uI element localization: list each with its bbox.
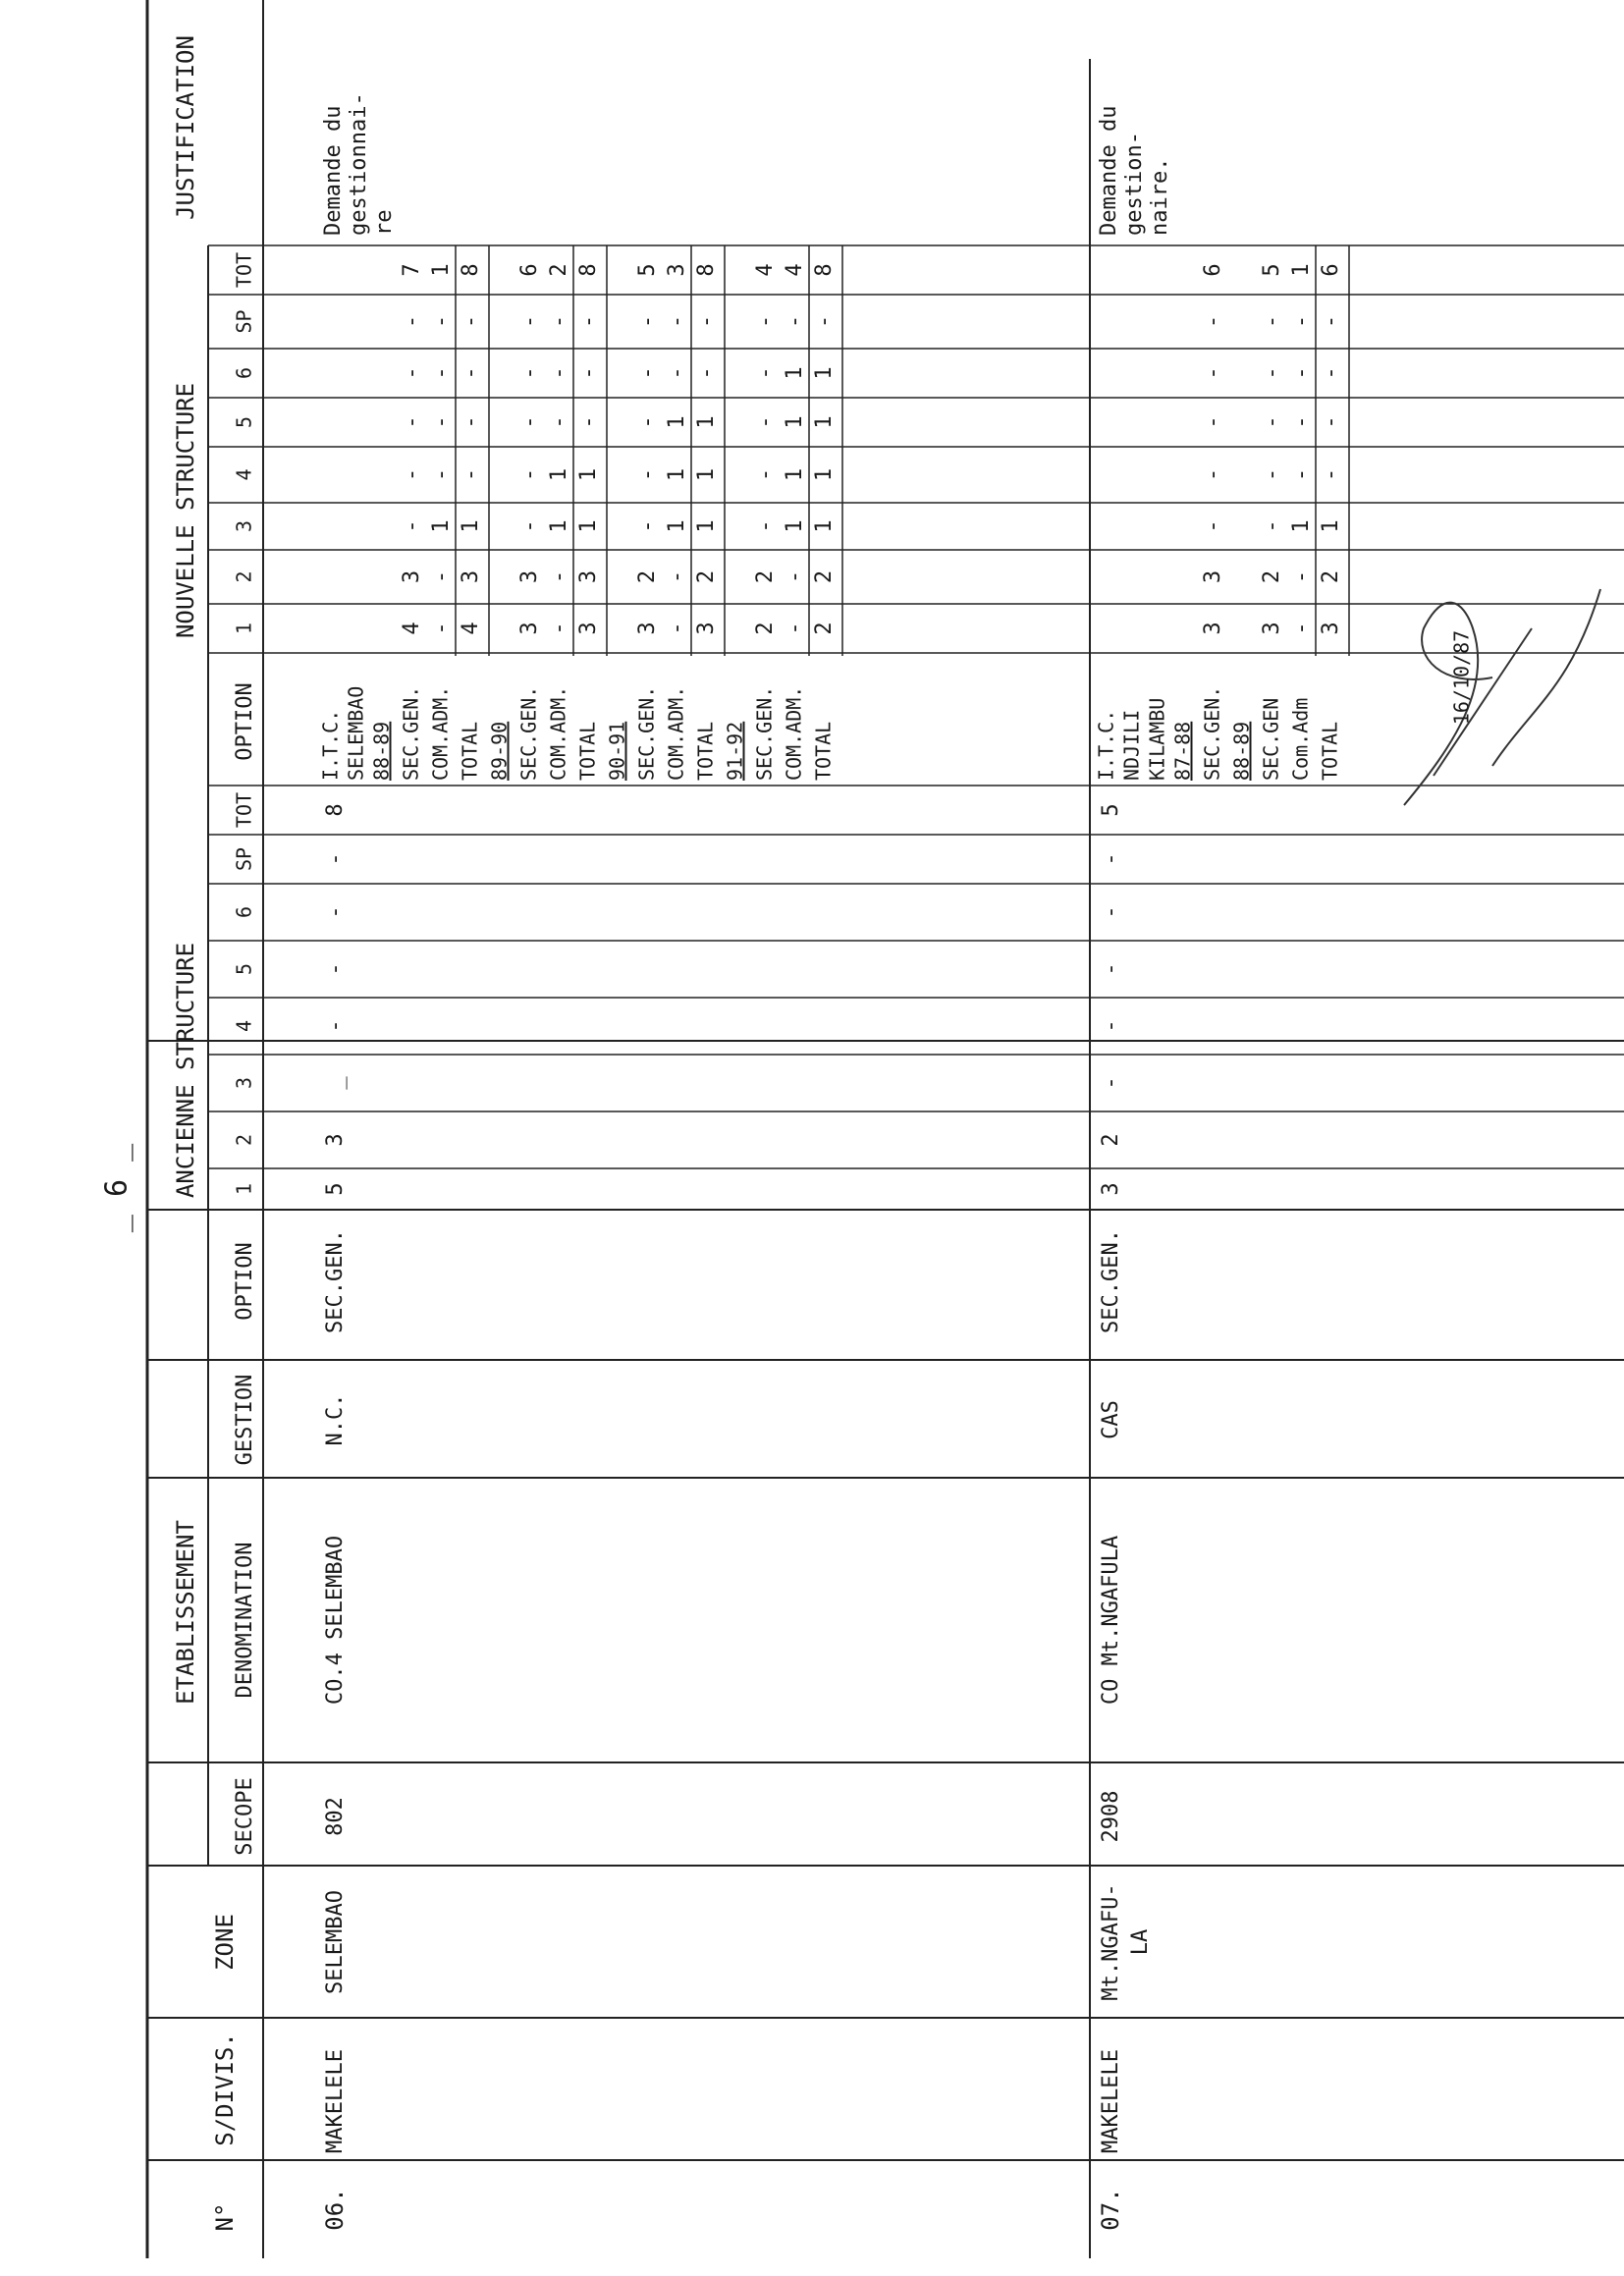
header-ancienne-structure: ANCIENNE STRUCTURE xyxy=(172,942,199,1199)
nouvelle-option-line: 87-88 xyxy=(1170,721,1195,781)
nouvelle-value: 2 xyxy=(694,569,719,584)
nouvelle-value: - xyxy=(1260,519,1284,533)
nouvelle-value: - xyxy=(635,314,660,329)
ancienne-option: SEC.GEN. xyxy=(1099,1229,1123,1333)
nouvelle-value: - xyxy=(1201,519,1225,533)
nouvelle-value: 1 xyxy=(783,415,807,429)
nouvelle-value: 2 xyxy=(753,622,778,635)
school-number: 06. xyxy=(321,2188,349,2231)
header-ancienne-option: OPTION xyxy=(233,1242,257,1321)
nouvelle-value: - xyxy=(576,366,601,380)
nouvelle-value: 3 xyxy=(1201,622,1225,635)
header-nouvelle-option: OPTION xyxy=(233,682,257,761)
header-nouvelle-col: 1 xyxy=(232,622,256,635)
header-ancienne-col: 2 xyxy=(232,1133,256,1147)
nouvelle-value: - xyxy=(576,415,601,429)
nouvelle-value: - xyxy=(1201,467,1225,482)
nouvelle-value: 6 xyxy=(1201,263,1225,277)
nouvelle-value: - xyxy=(753,314,778,329)
nouvelle-value: 1 xyxy=(547,467,571,482)
school-secope: 2908 xyxy=(1099,1790,1123,1843)
justification-text: gestionnai- xyxy=(347,92,371,236)
nouvelle-option-line: TOTAL xyxy=(811,721,836,781)
nouvelle-option-line: TOTAL xyxy=(693,721,718,781)
nouvelle-value: - xyxy=(783,622,807,635)
nouvelle-value: - xyxy=(429,569,454,584)
nouvelle-value: 6 xyxy=(517,263,542,277)
nouvelle-value: 1 xyxy=(1319,519,1343,533)
header-ancienne-col: 6 xyxy=(232,905,256,919)
nouvelle-value: - xyxy=(783,314,807,329)
nouvelle-value: - xyxy=(517,314,542,329)
ancienne-option: SEC.GEN. xyxy=(323,1229,348,1333)
nouvelle-value: 4 xyxy=(400,622,424,635)
header-nouvelle-col: SP xyxy=(232,309,256,334)
nouvelle-value: 2 xyxy=(812,622,837,635)
header-nouvelle-structure: NOUVELLE STRUCTURE xyxy=(172,382,199,639)
nouvelle-value: 8 xyxy=(812,263,837,277)
nouvelle-value: - xyxy=(1201,415,1225,429)
nouvelle-value: - xyxy=(1289,622,1314,635)
nouvelle-value: - xyxy=(753,519,778,533)
nouvelle-value: 5 xyxy=(635,263,660,277)
nouvelle-value: - xyxy=(1289,314,1314,329)
ancienne-value: - xyxy=(1099,905,1123,919)
nouvelle-value: 3 xyxy=(459,569,483,584)
nouvelle-value: 1 xyxy=(783,467,807,482)
nouvelle-option-line: COM.ADM. xyxy=(664,685,688,781)
header-ancienne-col: TOT xyxy=(232,791,256,829)
nouvelle-value: - xyxy=(459,467,483,482)
header-nouvelle-col: TOT xyxy=(232,251,256,289)
school-secope: 802 xyxy=(323,1797,348,1836)
nouvelle-value: 2 xyxy=(812,569,837,584)
header-ancienne-col: SP xyxy=(232,846,256,872)
nouvelle-option-line: SEC.GEN. xyxy=(399,685,423,781)
nouvelle-option-line: 88-89 xyxy=(1229,721,1254,781)
header-no: N° xyxy=(211,2202,239,2232)
nouvelle-option-line: SEC.GEN. xyxy=(634,685,659,781)
nouvelle-value: - xyxy=(429,314,454,329)
nouvelle-value: 1 xyxy=(665,415,689,429)
signature-stamp xyxy=(1404,589,1600,805)
nouvelle-option-line: COM.ADM. xyxy=(782,685,806,781)
nouvelle-value: 1 xyxy=(576,467,601,482)
header-nouvelle-col: 2 xyxy=(232,570,256,583)
header-ancienne-col: 4 xyxy=(232,1019,256,1033)
nouvelle-value: - xyxy=(753,415,778,429)
nouvelle-value: 4 xyxy=(783,263,807,277)
ancienne-value: 2 xyxy=(1099,1133,1123,1147)
ancienne-value: - xyxy=(323,905,348,919)
ancienne-value: 5 xyxy=(1099,803,1123,817)
nouvelle-value: - xyxy=(1289,366,1314,380)
header-ancienne-col: 3 xyxy=(232,1076,256,1090)
nouvelle-value: - xyxy=(1289,569,1314,584)
nouvelle-value: 1 xyxy=(429,519,454,533)
nouvelle-value: 1 xyxy=(812,519,837,533)
nouvelle-value: - xyxy=(1201,366,1225,380)
nouvelle-value: 1 xyxy=(665,519,689,533)
nouvelle-value: - xyxy=(1289,415,1314,429)
nouvelle-value: 1 xyxy=(429,263,454,277)
nouvelle-value: - xyxy=(1260,467,1284,482)
justification-text: Demande du xyxy=(321,105,346,236)
nouvelle-value: 8 xyxy=(576,263,601,277)
school-gestion: CAS xyxy=(1099,1400,1123,1439)
nouvelle-value: - xyxy=(400,366,424,380)
nouvelle-value: 7 xyxy=(400,263,424,277)
nouvelle-option-line: COM.ADM. xyxy=(428,685,453,781)
nouvelle-value: 2 xyxy=(635,569,660,584)
nouvelle-value: 3 xyxy=(694,622,719,635)
nouvelle-value: 3 xyxy=(400,569,424,584)
nouvelle-value: - xyxy=(1260,366,1284,380)
nouvelle-option-line: Com.Adm xyxy=(1288,697,1313,781)
justification-text: naire. xyxy=(1148,157,1172,236)
nouvelle-value: - xyxy=(1319,366,1343,380)
header-denomination: DENOMINATION xyxy=(233,1542,257,1699)
nouvelle-value: - xyxy=(1319,467,1343,482)
nouvelle-value: 3 xyxy=(576,569,601,584)
ancienne-value: 5 xyxy=(323,1182,348,1196)
ancienne-value: - xyxy=(1099,852,1123,866)
nouvelle-value: 1 xyxy=(812,467,837,482)
ancienne-value: - xyxy=(323,1019,348,1033)
header-ancienne-col: 1 xyxy=(232,1182,256,1196)
nouvelle-value: - xyxy=(694,366,719,380)
justification-text: Demande du xyxy=(1097,105,1121,236)
nouvelle-value: - xyxy=(665,366,689,380)
header-nouvelle-col: 6 xyxy=(232,366,256,380)
header-nouvelle-col: 3 xyxy=(232,519,256,533)
nouvelle-option-line: I.T.C. xyxy=(318,709,343,781)
nouvelle-value: 3 xyxy=(517,569,542,584)
nouvelle-value: - xyxy=(1201,314,1225,329)
nouvelle-value: 2 xyxy=(547,263,571,277)
nouvelle-option-line: SEC.GEN. xyxy=(752,685,777,781)
school-sdivis: MAKELELE xyxy=(323,2049,348,2153)
nouvelle-option-line: SELEMBAO xyxy=(344,685,368,781)
nouvelle-value: - xyxy=(517,415,542,429)
page-number: _ 6 _ xyxy=(99,1143,135,1233)
nouvelle-value: 8 xyxy=(459,263,483,277)
nouvelle-value: 1 xyxy=(459,519,483,533)
stamp-date: 16/10/87 xyxy=(1449,629,1474,726)
nouvelle-value: - xyxy=(1260,415,1284,429)
nouvelle-value: - xyxy=(753,366,778,380)
nouvelle-option-line: I.T.C. xyxy=(1094,709,1118,781)
nouvelle-value: - xyxy=(547,415,571,429)
nouvelle-value: - xyxy=(1319,415,1343,429)
nouvelle-value: - xyxy=(459,366,483,380)
nouvelle-value: - xyxy=(812,314,837,329)
ancienne-value: - xyxy=(1099,962,1123,976)
nouvelle-option-line: TOTAL xyxy=(575,721,600,781)
nouvelle-value: 1 xyxy=(694,519,719,533)
justification-text: re xyxy=(372,209,397,236)
header-gestion: GESTION xyxy=(233,1374,257,1466)
nouvelle-option-line: COM.ADM. xyxy=(546,685,570,781)
ancienne-value: 3 xyxy=(1099,1182,1123,1196)
nouvelle-value: 3 xyxy=(635,622,660,635)
nouvelle-option-line: SEC.GEN. xyxy=(1200,685,1224,781)
nouvelle-value: - xyxy=(694,314,719,329)
justification-text: gestion- xyxy=(1122,132,1147,236)
nouvelle-value: - xyxy=(665,569,689,584)
nouvelle-value: 3 xyxy=(665,263,689,277)
nouvelle-value: - xyxy=(517,366,542,380)
nouvelle-value: 3 xyxy=(1260,622,1284,635)
nouvelle-option-line: KILAMBU xyxy=(1145,697,1169,781)
nouvelle-value: - xyxy=(1260,314,1284,329)
header-secope: SECOPE xyxy=(233,1777,257,1856)
nouvelle-value: - xyxy=(547,366,571,380)
nouvelle-value: - xyxy=(783,569,807,584)
nouvelle-value: 1 xyxy=(694,415,719,429)
ancienne-value: - xyxy=(323,962,348,976)
nouvelle-value: 2 xyxy=(1319,569,1343,584)
school-gestion: N.C. xyxy=(323,1393,348,1446)
header-justification: JUSTIFICATION xyxy=(172,35,199,220)
nouvelle-value: - xyxy=(665,314,689,329)
nouvelle-value: 1 xyxy=(576,519,601,533)
nouvelle-value: - xyxy=(547,569,571,584)
nouvelle-value: 6 xyxy=(1319,263,1343,277)
nouvelle-value: - xyxy=(459,314,483,329)
nouvelle-option-line: SEC.GEN. xyxy=(516,685,541,781)
nouvelle-value: 3 xyxy=(1319,622,1343,635)
nouvelle-value: - xyxy=(635,415,660,429)
header-ancienne-col: 5 xyxy=(232,962,256,976)
nouvelle-option-line: TOTAL xyxy=(1318,721,1342,781)
school-zone: SELEMBAO xyxy=(323,1890,348,1994)
header-etablissement: ETABLISSEMENT xyxy=(172,1520,199,1705)
nouvelle-value: 1 xyxy=(547,519,571,533)
nouvelle-value: 3 xyxy=(1201,569,1225,584)
ancienne-value: - xyxy=(323,852,348,866)
nouvelle-value: - xyxy=(1289,467,1314,482)
nouvelle-value: 1 xyxy=(812,366,837,380)
nouvelle-value: - xyxy=(635,467,660,482)
nouvelle-value: - xyxy=(517,467,542,482)
nouvelle-value: 1 xyxy=(1289,519,1314,533)
nouvelle-value: - xyxy=(1319,314,1343,329)
school-denomination: CO.4 SELEMBAO xyxy=(323,1535,348,1706)
nouvelle-value: - xyxy=(429,366,454,380)
header-nouvelle-col: 5 xyxy=(232,415,256,429)
nouvelle-value: - xyxy=(635,519,660,533)
school-number: 07. xyxy=(1097,2188,1124,2231)
nouvelle-value: 2 xyxy=(753,569,778,584)
nouvelle-value: 3 xyxy=(517,622,542,635)
nouvelle-value: - xyxy=(517,519,542,533)
school-zone: Mt.NGAFU- xyxy=(1099,1883,1123,2001)
nouvelle-value: - xyxy=(429,415,454,429)
nouvelle-value: - xyxy=(429,622,454,635)
school-zone: LA xyxy=(1128,1928,1153,1956)
nouvelle-value: 3 xyxy=(576,622,601,635)
nouvelle-option-line: 90-91 xyxy=(605,721,629,781)
nouvelle-value: 1 xyxy=(783,366,807,380)
nouvelle-value: 1 xyxy=(665,467,689,482)
nouvelle-value: - xyxy=(547,622,571,635)
nouvelle-option-line: 88-89 xyxy=(369,721,394,781)
nouvelle-value: - xyxy=(576,314,601,329)
school-denomination: CO Mt.NGAFULA xyxy=(1099,1535,1123,1706)
nouvelle-option-line: 89-90 xyxy=(487,721,512,781)
school-sdivis: MAKELELE xyxy=(1099,2049,1123,2153)
nouvelle-value: 5 xyxy=(1260,263,1284,277)
nouvelle-value: 8 xyxy=(694,263,719,277)
nouvelle-value: - xyxy=(429,467,454,482)
header-zone: ZONE xyxy=(211,1914,239,1971)
nouvelle-value: 4 xyxy=(753,263,778,277)
nouvelle-option-line: SEC.GEN xyxy=(1259,697,1283,781)
nouvelle-value: - xyxy=(753,467,778,482)
ancienne-value: 3 xyxy=(323,1133,348,1147)
nouvelle-value: 2 xyxy=(1260,569,1284,584)
ancienne-value: _ xyxy=(323,1076,348,1090)
nouvelle-value: - xyxy=(547,314,571,329)
nouvelle-option-line: TOTAL xyxy=(458,721,482,781)
ancienne-value: - xyxy=(1099,1019,1123,1033)
nouvelle-value: 4 xyxy=(459,622,483,635)
header-nouvelle-col: 4 xyxy=(232,468,256,481)
nouvelle-option-line: NDJILI xyxy=(1119,709,1144,781)
nouvelle-value: 1 xyxy=(694,467,719,482)
ancienne-value: - xyxy=(1099,1076,1123,1090)
nouvelle-value: - xyxy=(400,314,424,329)
nouvelle-value: - xyxy=(400,519,424,533)
nouvelle-value: 1 xyxy=(783,519,807,533)
nouvelle-value: 1 xyxy=(812,415,837,429)
nouvelle-value: - xyxy=(665,622,689,635)
ancienne-value: 8 xyxy=(323,803,348,817)
nouvelle-value: - xyxy=(459,415,483,429)
nouvelle-value: 1 xyxy=(1289,263,1314,277)
nouvelle-value: - xyxy=(400,415,424,429)
nouvelle-value: - xyxy=(400,467,424,482)
nouvelle-value: - xyxy=(635,366,660,380)
header-sdivis: S/DIVIS. xyxy=(211,2032,239,2146)
nouvelle-option-line: 91-92 xyxy=(723,721,747,781)
